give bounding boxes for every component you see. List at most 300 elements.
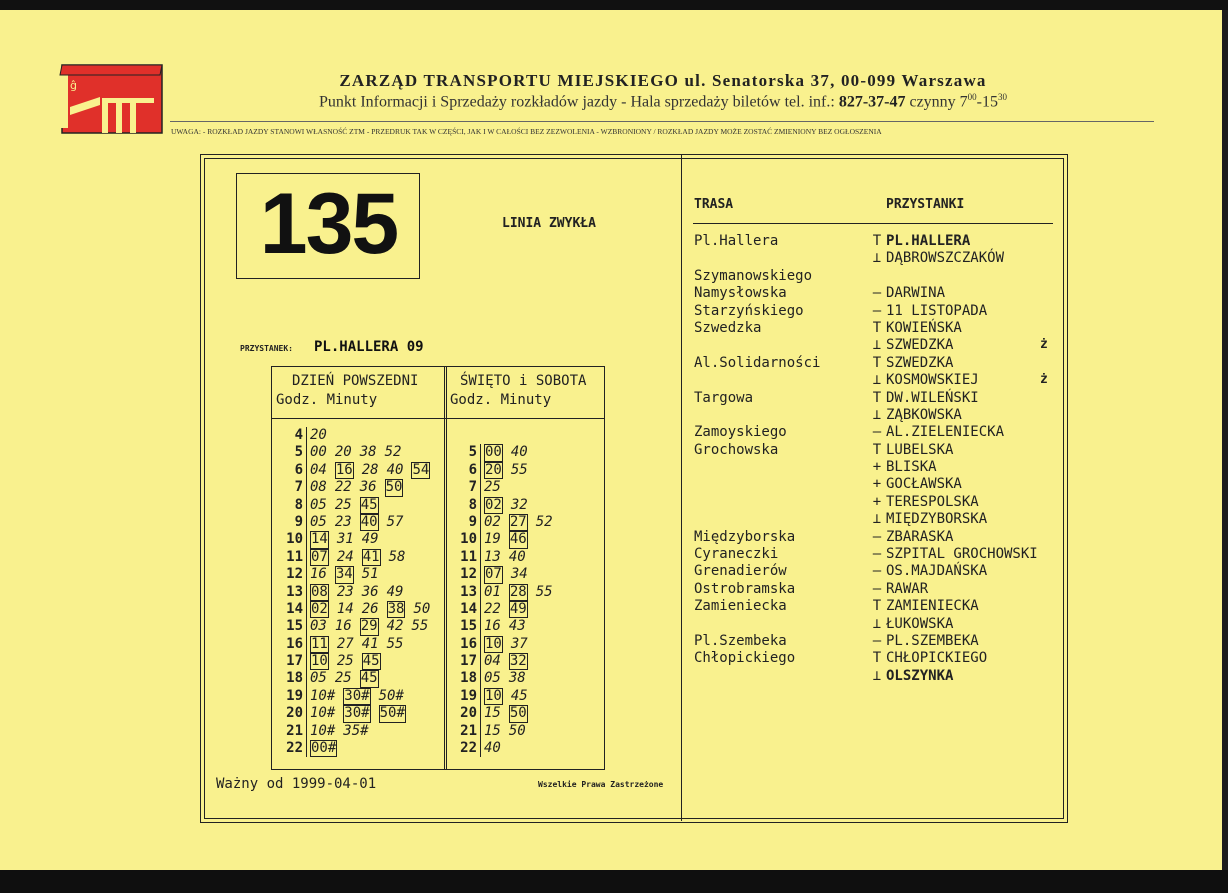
route-street bbox=[694, 459, 820, 476]
departure-minute-accessible: 02 bbox=[485, 496, 502, 513]
schedule-row bbox=[273, 670, 438, 687]
hour-separator bbox=[480, 549, 481, 566]
departure-minute-accessible: 30# bbox=[344, 705, 370, 722]
hours-sup-open: 00 bbox=[967, 92, 977, 102]
org-address: ul. Senatorska 37, 00-099 Warszawa bbox=[684, 71, 987, 90]
route-street bbox=[694, 494, 820, 511]
route-streets bbox=[694, 233, 820, 685]
route-street: Zamoyskiego bbox=[694, 424, 787, 441]
departure-minute: 14 bbox=[336, 600, 354, 617]
route-stop bbox=[868, 424, 1038, 441]
stop-name-cell: AL.ZIELENIECKA bbox=[886, 424, 1005, 441]
departure-minute-accessible: 28 bbox=[509, 583, 527, 600]
schedule-row bbox=[273, 531, 438, 548]
schedule-row bbox=[447, 688, 561, 705]
hour-cell: 11 bbox=[460, 548, 477, 565]
route-marker: ⊥ bbox=[872, 372, 882, 389]
weekday-title: DZIEŃ POWSZEDNI bbox=[292, 373, 419, 389]
route-marker: ⊥ bbox=[872, 250, 882, 267]
header-organization bbox=[168, 71, 1158, 91]
departure-minute: 40 bbox=[510, 444, 528, 461]
schedule-row bbox=[273, 688, 438, 705]
stop-name-cell: GOCŁAWSKA bbox=[886, 476, 962, 493]
departure-minute: 16 bbox=[310, 566, 327, 583]
departure-minute: 36 bbox=[361, 583, 379, 600]
stop-name-cell: ŁUKOWSKA bbox=[886, 615, 954, 632]
departure-minute: 04 bbox=[310, 461, 327, 478]
route-stop bbox=[868, 407, 1038, 424]
departure-minute-accessible: 10 bbox=[485, 687, 502, 704]
stop-label: PRZYSTANEK: bbox=[240, 344, 293, 353]
departure-minute: 41 bbox=[361, 635, 379, 652]
departure-minute-accessible: 41 bbox=[362, 548, 380, 565]
hour-cell: 4 bbox=[294, 427, 303, 443]
departure-minute: 16 bbox=[334, 618, 352, 635]
departure-minute-accessible: 27 bbox=[509, 513, 527, 530]
route-street: Ostrobramska bbox=[694, 580, 796, 597]
hour-cell: 21 bbox=[460, 722, 477, 739]
route-street bbox=[694, 407, 820, 424]
stop-name-cell: KOSMOWSKIEJ bbox=[886, 372, 979, 389]
departure-minute-accessible: 45 bbox=[360, 670, 378, 687]
schedule-row bbox=[447, 549, 561, 566]
schedule-row bbox=[447, 497, 561, 514]
schedule-row bbox=[447, 618, 561, 635]
hour-separator bbox=[480, 514, 481, 531]
stop-name-cell: RAWAR bbox=[886, 580, 929, 597]
hour-cell: 14 bbox=[286, 600, 303, 617]
hour-separator bbox=[480, 601, 481, 618]
copyright-warning: UWAGA: - ROZKŁAD JAZDY STANOWI WŁASNOŚĆ ZTM - PRZEDRUK TAK W CZĘŚCI, JAK I W CAŁOŚCI BEZ ZEZWOLENIA - WZBRONIONY / ROZKŁAD JAZDY MOŻE ZOSTAĆ ZMIENIONY BEZ OGŁOSZENIA bbox=[171, 127, 882, 136]
hour-cell: 10 bbox=[286, 531, 303, 548]
departure-minute: 34 bbox=[510, 566, 528, 583]
departure-minute-accessible: 16 bbox=[335, 461, 353, 478]
header-rule bbox=[170, 121, 1154, 122]
route-stop bbox=[868, 459, 1038, 476]
hour-cell: 9 bbox=[468, 513, 477, 530]
stop-name-cell: SZWEDZKA bbox=[886, 337, 954, 354]
hour-cell: 5 bbox=[294, 444, 303, 461]
hour-separator bbox=[306, 618, 307, 635]
route-street bbox=[694, 337, 820, 354]
route-marker: ⊥ bbox=[872, 337, 882, 354]
route-stops bbox=[868, 233, 1038, 685]
hour-cell: 17 bbox=[286, 653, 303, 670]
schedule-row bbox=[447, 514, 561, 531]
hour-cell: 12 bbox=[460, 566, 477, 583]
departure-minute-accessible: 20 bbox=[485, 461, 502, 478]
route-stop bbox=[868, 303, 1038, 320]
route-stop bbox=[868, 476, 1038, 493]
departure-minute: 55 bbox=[510, 461, 528, 478]
hour-separator bbox=[480, 497, 481, 514]
line-type: LINIA ZWYKŁA bbox=[502, 216, 596, 231]
stop-name-cell: ZĄBKOWSKA bbox=[886, 406, 962, 423]
route-stop bbox=[868, 581, 1038, 598]
departure-minute: 28 bbox=[361, 461, 379, 478]
departure-minute: 55 bbox=[411, 618, 429, 635]
route-marker: – bbox=[872, 632, 882, 649]
hour-cell: 8 bbox=[468, 496, 477, 513]
schedule-row bbox=[273, 740, 438, 757]
route-street: Chłopickiego bbox=[694, 650, 796, 667]
departure-minute-accessible: 38 bbox=[387, 600, 405, 617]
panel-divider bbox=[681, 155, 682, 821]
hour-cell: 12 bbox=[286, 566, 303, 583]
schedule-row bbox=[447, 636, 561, 653]
departure-minute: 55 bbox=[535, 583, 553, 600]
hour-separator bbox=[480, 566, 481, 583]
departure-minute: 40 bbox=[484, 740, 501, 757]
stop-name-cell: SZWEDZKA bbox=[886, 354, 954, 371]
departure-minute: 25 bbox=[484, 479, 501, 496]
departure-minute: 20 bbox=[334, 444, 352, 461]
departure-minute: 42 bbox=[386, 618, 404, 635]
hour-separator bbox=[306, 531, 307, 548]
route-street: Szymanowskiego bbox=[694, 267, 813, 284]
hour-separator bbox=[480, 479, 481, 496]
schedule-row bbox=[447, 653, 561, 670]
departure-minute: 50# bbox=[378, 687, 404, 704]
route-stop bbox=[868, 268, 1038, 285]
schedule-row bbox=[273, 549, 438, 566]
timetable-divider bbox=[444, 366, 445, 769]
info-text: Punkt Informacji i Sprzedaży rozkładów jazdy - Hala sprzedaży biletów tel. inf.: bbox=[318, 93, 835, 111]
schedule-row bbox=[447, 479, 561, 496]
schedule-row bbox=[447, 531, 561, 548]
departure-minute: 52 bbox=[384, 444, 402, 461]
departure-minute: 40 bbox=[508, 548, 526, 565]
departure-minute-accessible: 07 bbox=[485, 566, 502, 583]
departure-minute: 25 bbox=[336, 653, 354, 670]
route-street: Targowa bbox=[694, 389, 754, 406]
hour-separator bbox=[306, 601, 307, 618]
stop-name-cell: BLISKA bbox=[886, 459, 937, 476]
hour-cell: 17 bbox=[460, 653, 477, 670]
departure-minute: 04 bbox=[484, 653, 501, 670]
ztm-logo bbox=[52, 63, 164, 135]
departure-minute: 27 bbox=[336, 635, 354, 652]
route-marker: – bbox=[872, 563, 882, 580]
departure-minute: 23 bbox=[336, 583, 354, 600]
departure-minute-accessible: 45 bbox=[362, 653, 380, 670]
stop-name-cell: ZBARASKA bbox=[886, 528, 954, 545]
org-name: ZARZĄD TRANSPORTU MIEJSKIEGO bbox=[339, 71, 680, 90]
on-demand-stop-mark: ż bbox=[1040, 337, 1048, 353]
departure-minute: 35# bbox=[343, 722, 369, 739]
route-marker: T bbox=[872, 319, 882, 336]
route-stop bbox=[868, 337, 1038, 354]
hour-cell: 20 bbox=[286, 705, 303, 722]
route-street: Zamieniecka bbox=[694, 598, 787, 615]
departure-minute: 22 bbox=[334, 479, 352, 496]
stop-name-cell: OS.MAJDAŃSKA bbox=[886, 563, 988, 580]
svg-text:ĝ: ĝ bbox=[70, 79, 77, 92]
schedule-row bbox=[273, 618, 438, 635]
route-stop bbox=[868, 233, 1038, 250]
route-stop bbox=[868, 529, 1038, 546]
hour-separator bbox=[306, 653, 307, 670]
hour-separator bbox=[306, 566, 307, 583]
departure-minute-accessible: 10 bbox=[485, 635, 502, 652]
hour-separator bbox=[306, 688, 307, 705]
header-info bbox=[168, 92, 1158, 111]
departure-minute-accessible: 10 bbox=[311, 653, 328, 670]
departure-minute-accessible: 32 bbox=[509, 653, 527, 670]
route-marker: T bbox=[872, 389, 882, 406]
hour-separator bbox=[306, 705, 307, 722]
departure-minute: 25 bbox=[334, 496, 352, 513]
stops-header: PRZYSTANKI bbox=[886, 197, 965, 212]
departure-minute: 05 bbox=[484, 670, 501, 687]
info-phone: 827-37-47 bbox=[838, 93, 906, 111]
hour-cell: 18 bbox=[460, 670, 477, 687]
hour-cell: 13 bbox=[460, 583, 477, 600]
schedule-row bbox=[273, 566, 438, 583]
hour-separator bbox=[480, 670, 481, 687]
departure-minute-accessible: 08 bbox=[311, 583, 328, 600]
route-stop bbox=[868, 250, 1038, 267]
route-street bbox=[694, 668, 820, 685]
departure-minute: 24 bbox=[336, 548, 354, 565]
line-number: 135 bbox=[259, 176, 398, 272]
departure-minute: 05 bbox=[310, 513, 327, 530]
schedule-row bbox=[447, 670, 561, 687]
departure-minute: 31 bbox=[336, 531, 354, 548]
hour-separator bbox=[480, 462, 481, 479]
departure-minute: 38 bbox=[508, 670, 526, 687]
hour-separator bbox=[306, 444, 307, 461]
departure-minute: 50 bbox=[413, 600, 431, 617]
route-marker: – bbox=[872, 424, 882, 441]
route-stop bbox=[868, 650, 1038, 667]
departure-minute: 52 bbox=[535, 513, 553, 530]
schedule-row bbox=[273, 479, 438, 496]
route-stop bbox=[868, 442, 1038, 459]
hour-cell: 9 bbox=[294, 513, 303, 530]
hour-cell: 22 bbox=[286, 740, 303, 757]
route-stop bbox=[868, 598, 1038, 615]
departure-minute-accessible: 14 bbox=[311, 531, 328, 548]
departure-minute: 00 bbox=[310, 444, 327, 461]
schedule-row bbox=[447, 444, 561, 461]
hour-cell: 22 bbox=[460, 740, 477, 757]
holiday-schedule bbox=[447, 444, 561, 757]
hour-cell: 19 bbox=[460, 687, 477, 704]
schedule-row bbox=[447, 462, 561, 479]
schedule-row bbox=[273, 653, 438, 670]
hour-cell: 10 bbox=[460, 531, 477, 548]
hour-separator bbox=[480, 740, 481, 757]
schedule-row bbox=[273, 427, 438, 444]
hour-separator bbox=[306, 670, 307, 687]
departure-minute: 15 bbox=[484, 722, 501, 739]
departure-minute: 05 bbox=[310, 496, 327, 513]
stop-name: PL.HALLERA 09 bbox=[314, 339, 424, 355]
timetable-header-rule bbox=[271, 418, 604, 419]
hour-separator bbox=[306, 549, 307, 566]
departure-minute: 58 bbox=[388, 548, 406, 565]
departure-minute: 01 bbox=[484, 583, 501, 600]
hour-cell: 16 bbox=[460, 635, 477, 652]
route-street: Grenadierów bbox=[694, 563, 787, 580]
route-street bbox=[694, 616, 820, 633]
schedule-row bbox=[447, 566, 561, 583]
route-street: Namysłowska bbox=[694, 285, 787, 302]
stop-name-cell: ZAMIENIECKA bbox=[886, 598, 979, 615]
route-marker: – bbox=[872, 546, 882, 563]
departure-minute-accessible: 00# bbox=[311, 740, 337, 757]
route-street bbox=[694, 372, 820, 389]
stop-name-cell: KOWIEŃSKA bbox=[886, 319, 962, 336]
route-marker: ⊥ bbox=[872, 667, 882, 684]
route-stop bbox=[868, 511, 1038, 528]
hour-separator bbox=[480, 705, 481, 722]
departure-minute-accessible: 00 bbox=[485, 444, 502, 461]
hour-separator bbox=[480, 584, 481, 601]
stop-name-cell: DARWINA bbox=[886, 285, 946, 302]
schedule-row bbox=[273, 497, 438, 514]
departure-minute-accessible: 29 bbox=[360, 618, 378, 635]
stop-name-cell: 11 LISTOPADA bbox=[886, 302, 988, 319]
route-marker: ⊥ bbox=[872, 406, 882, 423]
hour-separator bbox=[306, 636, 307, 653]
schedule-row bbox=[273, 462, 438, 479]
route-stop bbox=[868, 285, 1038, 302]
route-marker: – bbox=[872, 302, 882, 319]
route-marker: + bbox=[872, 459, 882, 476]
departure-minute: 23 bbox=[334, 513, 352, 530]
departure-minute: 10# bbox=[310, 687, 336, 704]
hour-separator bbox=[306, 514, 307, 531]
hour-cell: 8 bbox=[294, 496, 303, 513]
valid-from: Ważny od 1999-04-01 bbox=[216, 776, 377, 792]
on-demand-stop-mark: ż bbox=[1040, 372, 1048, 388]
route-street bbox=[694, 476, 820, 493]
route-marker: ⊥ bbox=[872, 615, 882, 632]
departure-minute: 13 bbox=[484, 548, 501, 565]
departure-minute-accessible: 45 bbox=[360, 496, 378, 513]
stop-name-cell: LUBELSKA bbox=[886, 441, 954, 458]
route-street: Al.Solidarności bbox=[694, 354, 821, 371]
departure-minute-accessible: 49 bbox=[509, 600, 527, 617]
hours-text: czynny 7 bbox=[909, 93, 968, 111]
hour-cell: 16 bbox=[286, 635, 303, 652]
route-street: Grochowska bbox=[694, 441, 779, 458]
holiday-title: ŚWIĘTO i SOBOTA bbox=[460, 373, 587, 389]
hour-separator bbox=[306, 427, 307, 444]
departure-minute: 16 bbox=[484, 618, 501, 635]
route-stop bbox=[868, 390, 1038, 407]
hour-cell: 11 bbox=[286, 548, 303, 565]
departure-minute-accessible: 11 bbox=[311, 635, 328, 652]
hour-separator bbox=[306, 723, 307, 740]
route-marker: – bbox=[872, 580, 882, 597]
departure-minute: 50 bbox=[508, 722, 526, 739]
route-stop bbox=[868, 633, 1038, 650]
departure-minute: 10# bbox=[310, 722, 336, 739]
route-marker: + bbox=[872, 493, 882, 510]
departure-minute: 15 bbox=[484, 705, 501, 722]
hour-cell: 20 bbox=[460, 705, 477, 722]
departure-minute: 20 bbox=[310, 427, 327, 443]
hour-separator bbox=[306, 740, 307, 757]
hour-cell: 5 bbox=[468, 444, 477, 461]
hours-mid: -15 bbox=[976, 93, 998, 111]
schedule-row bbox=[447, 723, 561, 740]
route-street bbox=[694, 511, 820, 528]
hour-separator bbox=[480, 618, 481, 635]
route-stop bbox=[868, 320, 1038, 337]
scan-bottom-border bbox=[0, 870, 1228, 893]
hour-cell: 15 bbox=[286, 618, 303, 635]
route-stop bbox=[868, 546, 1038, 563]
departure-minute-accessible: 54 bbox=[412, 461, 430, 478]
hour-cell: 15 bbox=[460, 618, 477, 635]
schedule-row bbox=[447, 705, 561, 722]
stop-name-cell: DW.WILEŃSKI bbox=[886, 389, 979, 406]
departure-minute-accessible: 02 bbox=[311, 600, 328, 617]
stop-name-cell: DĄBROWSZCZAKÓW bbox=[886, 250, 1005, 267]
departure-minute: 45 bbox=[510, 687, 528, 704]
departure-minute-accessible: 40 bbox=[360, 513, 378, 530]
schedule-row bbox=[447, 601, 561, 618]
departure-minute: 32 bbox=[510, 496, 528, 513]
route-marker: T bbox=[872, 233, 882, 249]
schedule-row bbox=[447, 740, 561, 757]
hour-cell: 6 bbox=[468, 461, 477, 478]
departure-minute: 05 bbox=[310, 670, 327, 687]
route-marker: T bbox=[872, 354, 882, 371]
schedule-row bbox=[273, 601, 438, 618]
hour-separator bbox=[480, 688, 481, 705]
departure-minute-accessible: 34 bbox=[335, 566, 353, 583]
route-marker: + bbox=[872, 476, 882, 493]
departure-minute: 51 bbox=[361, 566, 379, 583]
hours-sup-close: 30 bbox=[998, 92, 1007, 102]
hour-separator bbox=[306, 497, 307, 514]
route-stop bbox=[868, 355, 1038, 372]
hour-cell: 7 bbox=[468, 479, 477, 496]
stop-name-cell: PL.SZEMBEKA bbox=[886, 632, 979, 649]
stop-name-cell: CHŁOPICKIEGO bbox=[886, 650, 988, 667]
route-street: Starzyńskiego bbox=[694, 302, 804, 319]
departure-minute: 43 bbox=[508, 618, 526, 635]
hour-cell: 13 bbox=[286, 583, 303, 600]
holiday-subtitle: Godz. Minuty bbox=[450, 392, 552, 408]
schedule-row bbox=[273, 723, 438, 740]
route-stop bbox=[868, 668, 1038, 685]
schedule-row bbox=[273, 636, 438, 653]
departure-minute: 10# bbox=[310, 705, 336, 722]
departure-minute: 02 bbox=[484, 513, 501, 530]
route-marker: ⊥ bbox=[872, 511, 882, 528]
hour-separator bbox=[480, 653, 481, 670]
stop-name-cell: SZPITAL GROCHOWSKI bbox=[886, 546, 1038, 563]
departure-minute: 25 bbox=[334, 670, 352, 687]
hour-separator bbox=[480, 723, 481, 740]
route-stop bbox=[868, 494, 1038, 511]
departure-minute: 55 bbox=[386, 635, 404, 652]
hour-cell: 18 bbox=[286, 670, 303, 687]
hour-cell: 19 bbox=[286, 687, 303, 704]
schedule-row bbox=[273, 444, 438, 461]
departure-minute-accessible: 07 bbox=[311, 548, 328, 565]
hour-separator bbox=[480, 444, 481, 461]
weekday-schedule bbox=[273, 427, 438, 757]
stop-name-cell: PL.HALLERA bbox=[886, 233, 971, 249]
departure-minute-accessible: 50# bbox=[379, 705, 405, 722]
